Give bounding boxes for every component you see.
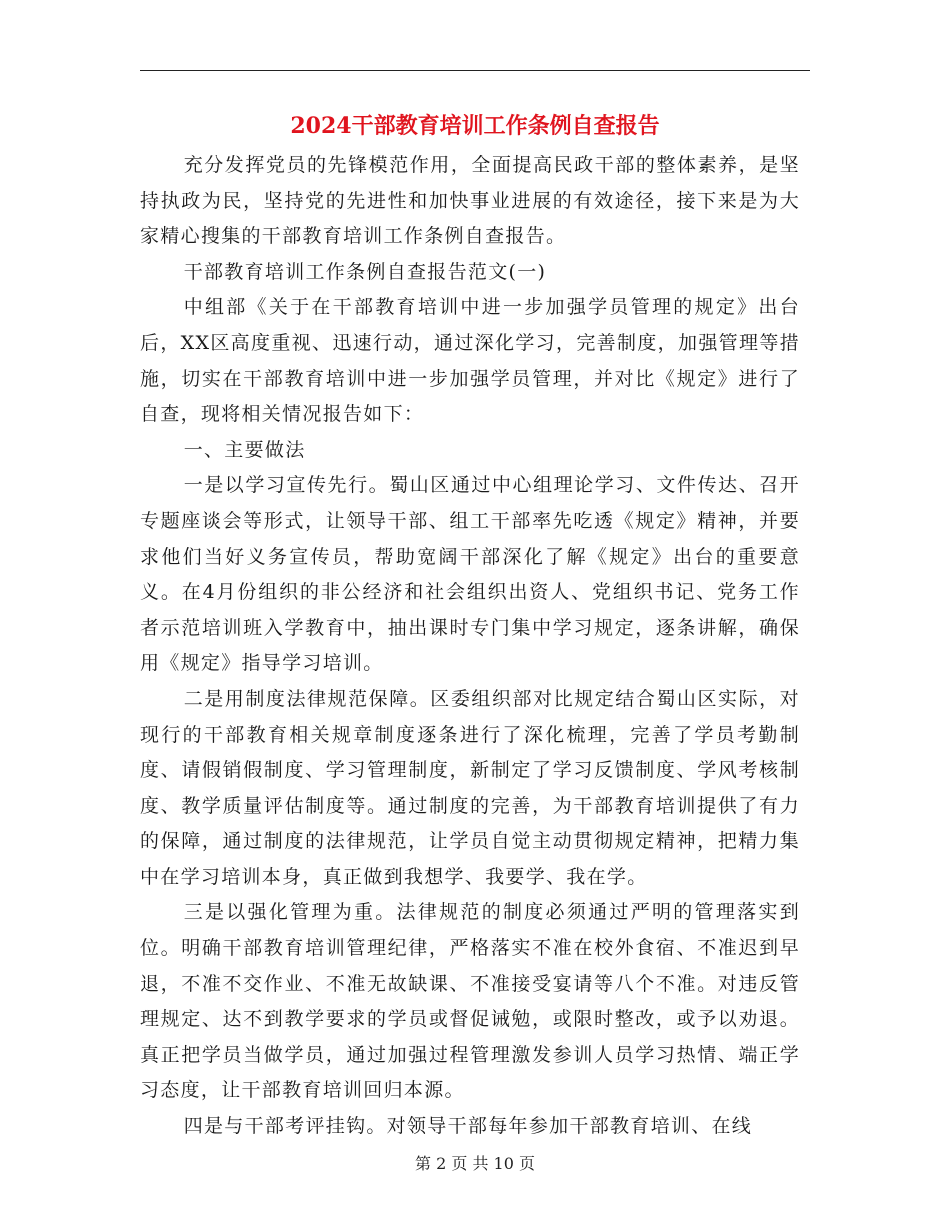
body-paragraph: 二是用制度法律规范保障。区委组织部对比规定结合蜀山区实际，对现行的干部教育相关规章制度逐条进行了深化梳理，完善了学员考勤制度、请假销假制度、学习管理制度，新制定了学习反馈制度、学风考核制度、教学质量评估制度等。通过制度的完善，为干部教育培训提供了有力的保障，通过制度的法律规范，让学员自觉主动贯彻规定精神，把精力集中在学习培训本身，真正做到我想学、我要学、我在学。: [140, 687, 800, 888]
body-paragraph: 四是与干部考评挂钩。对领导干部每年参加干部教育培训、在线: [183, 1115, 753, 1138]
page-number: 第 2 页 共 10 页: [415, 1154, 535, 1173]
body-paragraph: 一是以学习宣传先行。蜀山区通过中心组理论学习、文件传达、召开专题座谈会等形式，让领导干部、组工干部率先吃透《规定》精神，并要求他们当好义务宣传员，帮助宽阔干部深化了解《规定》出台的重要意义。在4月份组织的非公经济和社会组织出资人、党组织书记、党务工作者示范培训班入学教育中，抽出课时专门集中学习规定，逐条讲解，确保用《规定》指导学习培训。: [140, 474, 800, 675]
document-body: [140, 148, 800, 1145]
body-paragraph: 三是以强化管理为重。法律规范的制度必须通过严明的管理落实到位。明确干部教育培训管理纪律，严格落实不准在校外食宿、不准迟到早退，不准不交作业、不准无故缺课、不准接受宴请等八个不准。对违反管理规定、达不到教学要求的学员或督促诫勉，或限时整改，或予以劝退。真正把学员当做学员，通过加强过程管理激发参训人员学习热情、端正学习态度，让干部教育培训回归本源。: [140, 901, 800, 1102]
section-subtitle: 干部教育培训工作条例自查报告范文(一): [183, 260, 547, 283]
intro-paragraph: 充分发挥党员的先锋模范作用，全面提高民政干部的整体素养，是坚持执政为民，坚持党的先进性和加快事业进展的有效途径，接下来是为大家精心搜集的干部教育培训工作条例自查报告。: [140, 154, 800, 248]
body-paragraph: 中组部《关于在干部教育培训中进一步加强学员管理的规定》出台后，XX区高度重视、迅速行动，通过深化学习，完善制度，加强管理等措施，切实在干部教育培训中进一步加强学员管理，并对比《规定》进行了自查，现将相关情况报告如下：: [140, 296, 800, 426]
header-rule: [140, 70, 810, 71]
document-title: 2024干部教育培训工作条例自查报告: [290, 113, 660, 139]
section-heading: 一、主要做法: [183, 438, 306, 461]
